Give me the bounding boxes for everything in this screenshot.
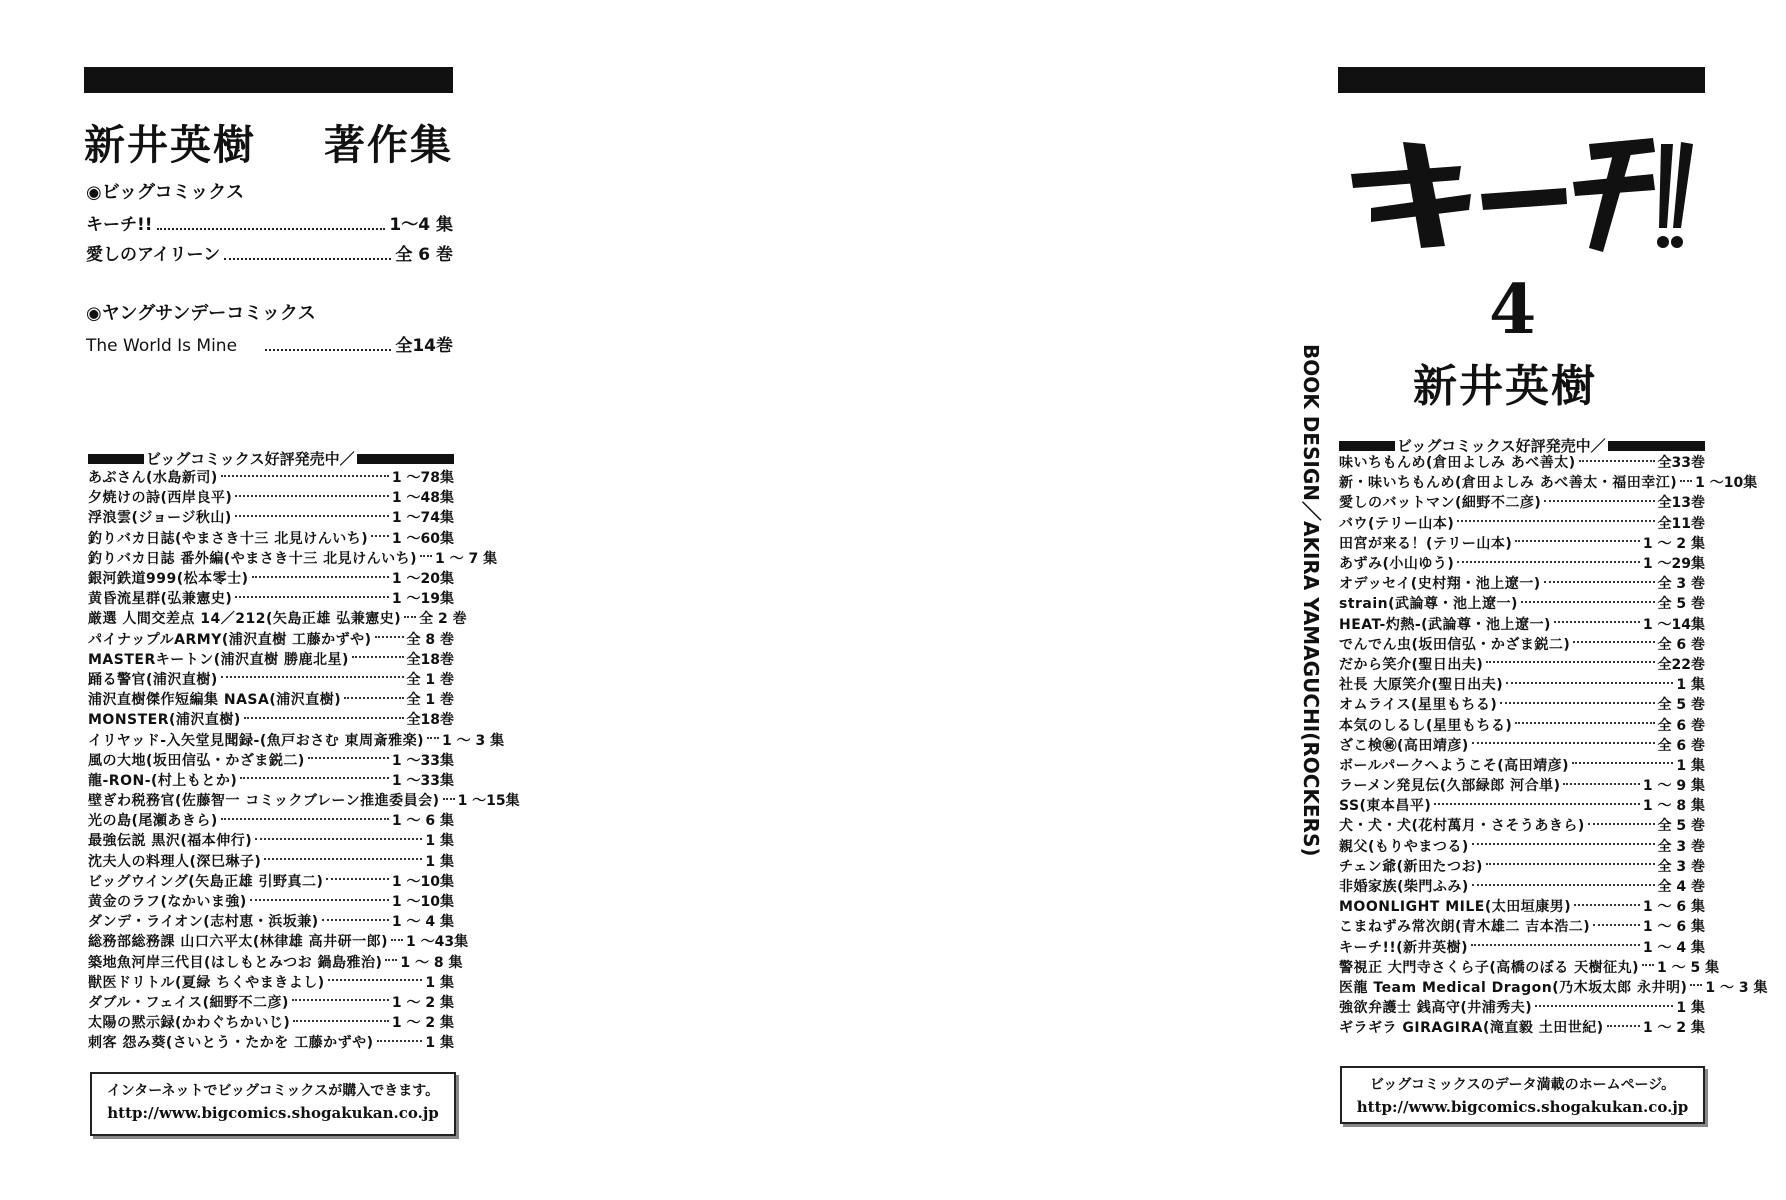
works-item [86,240,453,265]
catalog-item [1339,815,1705,835]
catalog-item [88,891,454,911]
catalog-item-volumes: 1 ～ 8 集 [400,954,463,971]
catalog-item-title: 風の大地(坂田信弘・かざま鋭二) [88,752,305,769]
right-page [893,0,1786,1200]
catalog-item-title: MOONLIGHT MILE(太田垣康男) [1339,899,1572,916]
dot-leader [235,515,389,517]
catalog-item-title: ダブル・フェイス(細野不二彦) [88,994,289,1011]
works-title-author: 新井英樹 [84,121,256,169]
catalog-item-title: 踊る警官(浦沢直樹) [88,671,218,688]
catalog-item [1339,553,1705,573]
catalog-item-volumes: 全 6 巻 [1657,737,1705,754]
works-title [84,112,453,171]
catalog-item-volumes: 1 ～43集 [406,934,469,951]
works-item-volumes: 全 6 巻 [395,245,453,265]
catalog-item [1339,614,1705,634]
catalog-item-volumes: 全13巻 [1657,495,1705,512]
catalog-item-volumes: 1 集 [425,833,454,850]
credit-text: BOOK DESIGN／AKIRA YAMAGUCHI(ROCKERS) [1299,344,1323,857]
catalog-item [1339,957,1720,977]
dot-leader [224,258,391,260]
catalog-item [88,487,454,507]
catalog-item [88,649,454,669]
catalog-item-title: キーチ!!(新井英樹) [1339,939,1469,956]
catalog-item-volumes: 1 ～ 6 集 [1642,899,1705,916]
dot-leader [1472,884,1655,886]
catalog-item-title: ざこ検㊙(高田靖彦) [1339,737,1469,754]
catalog-item-volumes: 全11巻 [1657,515,1705,532]
catalog-item-title: でんでん虫(坂田信弘・かざま鋭二) [1339,636,1571,653]
catalog-item-title: 田宮が来る！(テリー山本) [1339,535,1513,552]
catalog-item-title: ビッグウイング(矢島正雄 引野真二) [88,873,324,890]
catalog-item-title: バウ(テリー山本) [1339,515,1455,532]
dot-leader [221,676,404,678]
catalog-item [88,689,454,709]
catalog-item-volumes: 全 4 巻 [1657,879,1705,896]
catalog-item [88,548,498,568]
catalog-item-title: 釣りバカ日誌 番外編(やまさき十三 北見けんいち) [88,550,418,567]
catalog-item [1339,714,1705,734]
dot-leader [293,1020,389,1022]
catalog-header [88,448,454,469]
catalog-item [88,669,454,689]
volume-number: 4 [1489,270,1537,350]
catalog-item [1339,452,1705,472]
catalog-item-title: オムライス(星里もちる) [1339,697,1498,714]
catalog-item [88,830,454,850]
works-item-title: 愛しのアイリーン [86,245,221,265]
dot-leader [255,838,422,840]
catalog-item-title: パイナップルARMY(浦沢直樹 工藤かずや) [88,631,372,648]
catalog-item-title: 総務部総務課 山口六平太(林律雄 高井研一郎) [88,934,389,951]
works-item-title: キーチ!! [86,215,153,235]
catalog-item-title: こまねずみ常次朗(青木雄二 吉本浩二) [1339,919,1591,936]
catalog-item [88,750,454,770]
catalog-item-volumes: 全33巻 [1657,455,1705,472]
catalog-item [88,729,505,749]
dot-leader [385,959,397,961]
catalog-item-title: イリヤッド-入矢堂見聞録-(魚戸おさむ 東周斎雅楽) [88,732,425,749]
catalog-item [88,528,454,548]
dot-leader [1563,783,1639,785]
works-item [86,331,453,356]
catalog-item-title: 壁ぎわ税務官(佐藤智一 コミックブレーン推進委員会) [88,793,440,810]
catalog-item [88,507,454,527]
catalog-item [88,1032,454,1052]
catalog-item-title: 本気のしるし(星里もちる) [1339,717,1513,734]
catalog-item-title: あずみ(小山ゆう) [1339,556,1455,573]
catalog-item [1339,997,1705,1017]
dot-leader [292,999,389,1001]
catalog-item-title: 夕焼けの詩(西岸良平) [88,490,233,507]
header-bar [357,454,454,464]
catalog-item [88,911,454,931]
dot-leader [252,576,389,578]
catalog-item [1339,755,1705,775]
catalog-item-volumes: 1 ～19集 [391,591,454,608]
dot-leader [352,656,404,658]
catalog-item-title: strain(武論尊・池上遼一) [1339,596,1518,613]
catalog-item [1339,1017,1705,1037]
dot-leader [371,535,389,537]
catalog-item-title: オデッセイ(史村翔・池上遼一) [1339,576,1541,593]
catalog-item-volumes: 全 8 巻 [406,631,454,648]
header-bar [1608,441,1705,451]
catalog-item [1339,573,1705,593]
catalog-item-volumes: 1 集 [425,974,454,991]
catalog-item [1339,856,1705,876]
catalog-item-title: チェン爺(新田たつお) [1339,858,1483,875]
catalog-item [88,952,463,972]
catalog-item-title: だから笑介(聖日出夫) [1339,656,1484,673]
catalog-item-title: 浮浪雲(ジョージ秋山) [88,510,232,527]
catalog-item-volumes: 全 1 巻 [406,671,454,688]
catalog-item-volumes: 1 ～78集 [391,470,454,487]
catalog-item-title: 龍-RON-(村上もとか) [88,772,238,789]
dot-leader [443,798,455,800]
catalog-item-title: 釣りバカ日誌(やまさき十三 北見けんいち) [88,530,369,547]
catalog-item [1339,634,1705,654]
dot-leader [391,939,403,941]
catalog-item-title: 獣医ドリトル(夏緑 ちくやまきよし) [88,974,325,991]
dot-leader [244,717,404,719]
catalog-item-title: 新・味いちもんめ(倉田よしみ あべ善太・福田幸江) [1339,475,1678,492]
catalog-item-volumes: 全 1 巻 [406,692,454,709]
catalog-item [88,1012,454,1032]
catalog-item [1339,674,1705,694]
catalog-item-volumes: 1 ～10集 [391,894,454,911]
catalog-item [88,810,454,830]
dot-leader [420,555,432,557]
catalog-item-volumes: 全 6 巻 [1657,636,1705,653]
catalog-item-volumes: 1 集 [1676,1000,1705,1017]
ad-url[interactable]: http://www.bigcomics.shogakukan.co.jp [1356,1098,1689,1116]
catalog-item-title: 最強伝説 黒沢(福本伸行) [88,833,253,850]
dot-leader [235,596,389,598]
catalog-item [1339,694,1705,714]
catalog-item-title: SS(東本昌平) [1339,798,1432,815]
catalog-item-title: 犬・犬・犬(花村萬月・さそうあきら) [1339,818,1585,835]
top-black-bar [84,67,453,93]
works-item-volumes: 1～4 集 [389,215,453,235]
dot-leader [1642,964,1654,966]
dot-leader [404,616,416,618]
catalog-item-volumes: 1 ～20集 [391,571,454,588]
catalog-item-volumes: 1 ～ 6 集 [391,813,454,830]
catalog-item-volumes: 全 2 巻 [419,611,467,628]
catalog-item [1339,795,1705,815]
dot-leader [221,475,389,477]
dot-leader [265,349,391,351]
catalog-item-volumes: 1 ～ 2 集 [1642,1020,1705,1037]
catalog-item-volumes: 1 ～ 3 集 [1705,979,1768,996]
catalog-item-title: 太陽の黙示録(かわぐちかいじ) [88,1015,291,1032]
dot-leader [1690,984,1702,986]
catalog-item-volumes: 1 ～60集 [391,530,454,547]
catalog-item [1339,472,1758,492]
dot-leader [1572,762,1673,764]
catalog-item-volumes: 1 ～10集 [1695,475,1758,492]
catalog-item-volumes: 1 集 [1676,677,1705,694]
catalog-item-volumes: 1 ～ 5 集 [1657,959,1720,976]
dot-leader [264,858,422,860]
catalog-item [1339,977,1768,997]
dot-leader [1434,803,1640,805]
imprint-heading: ◉ヤングサンデーコミックス [86,303,316,324]
catalog-item [1339,896,1705,916]
catalog-item-title: 刺客 怨み葵(さいとう・たかを 工藤かずや) [88,1035,374,1052]
catalog-item [88,992,454,1012]
catalog-item-title: 黄金のラフ(なかいま強) [88,894,247,911]
catalog-item [88,467,454,487]
works-item-volumes: 全14巻 [395,336,453,356]
dot-leader [1471,944,1640,946]
catalog-item-title: 銀河鉄道999(松本零士) [88,571,249,588]
catalog-item-title: ボールパークへようこそ(高田靖彦) [1339,757,1570,774]
dot-leader [1535,1005,1673,1007]
dot-leader [1588,823,1655,825]
catalog-item-volumes: 1 ～ 4 集 [1642,939,1705,956]
catalog-item-volumes: 1 ～10集 [391,873,454,890]
dot-leader [1486,863,1655,865]
dot-leader [1544,581,1655,583]
dot-leader [1486,661,1654,663]
catalog-item-volumes: 1 ～ 2 集 [391,1015,454,1032]
dot-leader [1515,722,1654,724]
catalog-item-volumes: 1 ～29集 [1642,556,1705,573]
catalog-item-volumes: 1 集 [425,853,454,870]
dot-leader [1457,561,1640,563]
catalog-item [88,871,454,891]
catalog-item-volumes: 1 ～33集 [391,752,454,769]
ad-url[interactable]: http://www.bigcomics.shogakukan.co.jp [107,1104,439,1122]
catalog-item-volumes: 全 5 巻 [1657,697,1705,714]
dot-leader [221,818,389,820]
header-bar [88,454,144,464]
ad-text: インターネットでビッグコミックスが購入できます。 [106,1083,440,1099]
dot-leader [235,495,389,497]
catalog-item-title: ダンデ・ライオン(志村恵・浜坂兼) [88,914,319,931]
catalog-item [88,709,454,729]
catalog-item [1339,654,1705,674]
catalog-item-volumes: 1 集 [425,1035,454,1052]
dot-leader [1607,1025,1640,1027]
dot-leader [308,757,389,759]
catalog-item-title: 親父(もりやまつる) [1339,838,1469,855]
dot-leader [1515,540,1640,542]
top-black-bar [1338,67,1705,93]
dot-leader [157,228,386,230]
author-name: 新井英樹 [1413,361,1597,412]
catalog-item-title: ラーメン発見伝(久部緑郎 河合単) [1339,778,1561,795]
catalog-item-volumes: 1 ～14集 [1642,616,1705,633]
catalog-item [1339,937,1705,957]
catalog-item [1339,735,1705,755]
catalog-item-volumes: 1 ～ 2 集 [391,994,454,1011]
catalog-item [88,608,467,628]
dot-leader [344,697,403,699]
catalog-item-volumes: 全 5 巻 [1657,818,1705,835]
catalog-item-title: 社長 大原笑介(聖日出夫) [1339,677,1504,694]
catalog-item-title: 愛しのバットマン(細野不二彦) [1339,495,1542,512]
catalog-item-volumes: 全22巻 [1657,656,1705,673]
catalog-item-title: 厳選 人間交差点 14／212(矢島正雄 弘兼憲史) [88,611,402,628]
catalog-header-text: ビッグコミックス好評発売中／ [1397,437,1606,455]
catalog-list [1339,452,1768,1037]
catalog-item-volumes: 1 ～ 3 集 [442,732,505,749]
catalog-item [88,851,454,871]
catalog-item-volumes: 1 ～ 6 集 [1642,919,1705,936]
catalog-item [88,931,469,951]
catalog-item-volumes: 1 ～48集 [391,490,454,507]
catalog-item-volumes: 1 ～ 8 集 [1642,798,1705,815]
catalog-item [88,568,454,588]
catalog-item-volumes: 全 6 巻 [1657,717,1705,734]
catalog-item [1339,876,1705,896]
catalog-item-volumes: 全18巻 [406,651,454,668]
catalog-item-title: 浦沢直樹傑作短編集 NASA(浦沢直樹) [88,692,342,709]
dot-leader [326,878,388,880]
catalog-item [88,588,454,608]
catalog-item-volumes: 1 集 [1676,757,1705,774]
imprint-heading: ◉ビッグコミックス [86,182,245,203]
catalog-item [1339,916,1705,936]
catalog-item-title: MASTERキートン(浦沢直樹 勝鹿北星) [88,651,349,668]
catalog-item-title: あぶさん(水島新司) [88,470,218,487]
series-logo [1341,136,1703,254]
credit-vertical-text [1290,340,1340,860]
dot-leader [1521,601,1655,603]
catalog-item-title: 築地魚河岸三代目(はしもとみつお 鍋島雅治) [88,954,383,971]
header-bar [1339,441,1395,451]
catalog-item-title: 医龍 Team Medical Dragon(乃木坂太郎 永井明) [1339,979,1688,996]
brush-logo-icon [1341,136,1703,254]
catalog-item [88,972,454,992]
catalog-item-title: 警視正 大門寺さくら子(高橋のぼる 天樹征丸) [1339,959,1640,976]
catalog-item [1339,836,1705,856]
catalog-item-title: 味いちもんめ(倉田よしみ あべ善太) [1339,455,1576,472]
catalog-item-title: 非婚家族(柴門ふみ) [1339,879,1469,896]
catalog-item-title: 光の島(尾瀬あきら) [88,813,218,830]
catalog-item [1339,593,1705,613]
homepage-ad-box [1340,1066,1705,1124]
catalog-item-volumes: 全 3 巻 [1657,838,1705,855]
catalog-item [88,629,454,649]
dot-leader [1680,480,1692,482]
catalog-item-volumes: 1 ～ 4 集 [391,914,454,931]
dot-leader [1506,682,1673,684]
dot-leader [427,737,439,739]
catalog-item [88,770,454,790]
book-design-credit [1290,340,1340,860]
dot-leader [1579,460,1655,462]
dot-leader [240,777,389,779]
dot-leader [1472,742,1655,744]
dot-leader [322,919,389,921]
catalog-item-title: ギラギラ GIRAGIRA(滝直毅 土田世紀) [1339,1020,1604,1037]
catalog-item [1339,513,1705,533]
catalog-item-title: 強欲弁護士 銭高守(井浦秀夫) [1339,1000,1533,1017]
catalog-item-volumes: 1 ～ 2 集 [1642,535,1705,552]
catalog-item-volumes: 全 5 巻 [1657,596,1705,613]
catalog-item [1339,533,1705,553]
catalog-item-volumes: 1 ～33集 [391,772,454,789]
dot-leader [1457,520,1654,522]
catalog-item-volumes: 1 ～ 9 集 [1642,778,1705,795]
dot-leader [1472,843,1655,845]
catalog-item-volumes: 1 ～74集 [391,510,454,527]
dot-leader [1500,702,1654,704]
catalog-item-volumes: 1 ～15集 [457,793,520,810]
catalog-item-volumes: 全 3 巻 [1657,576,1705,593]
dot-leader [1554,621,1640,623]
catalog-item [1339,492,1705,512]
catalog-item [88,790,520,810]
works-item-title: The World Is Mine [86,336,238,356]
works-title-label: 著作集 [324,121,453,169]
dot-leader [1573,641,1654,643]
dot-leader [375,636,404,638]
catalog-item-volumes: 全18巻 [406,712,454,729]
catalog-item [1339,775,1705,795]
internet-ad-box [90,1072,456,1136]
catalog-item-title: HEAT-灼熱-(武論尊・池上遼一) [1339,616,1551,633]
catalog-item-title: 沈夫人の料理人(深巳琳子) [88,853,262,870]
ad-text: ビッグコミックスのデータ満載のホームページ。 [1369,1077,1676,1093]
works-item [86,210,453,235]
catalog-item-volumes: 1 ～ 7 集 [435,550,498,567]
dot-leader [250,899,389,901]
dot-leader [328,979,423,981]
dot-leader [1574,904,1640,906]
catalog-header-text: ビッグコミックス好評発売中／ [146,450,355,468]
catalog-list [88,467,520,1052]
catalog-item-title: 黄昏流星群(弘兼憲史) [88,591,233,608]
dot-leader [377,1040,423,1042]
dot-leader [1593,924,1640,926]
catalog-item-volumes: 全 3 巻 [1657,858,1705,875]
dot-leader [1544,500,1654,502]
catalog-item-title: MONSTER(浦沢直樹) [88,712,241,729]
